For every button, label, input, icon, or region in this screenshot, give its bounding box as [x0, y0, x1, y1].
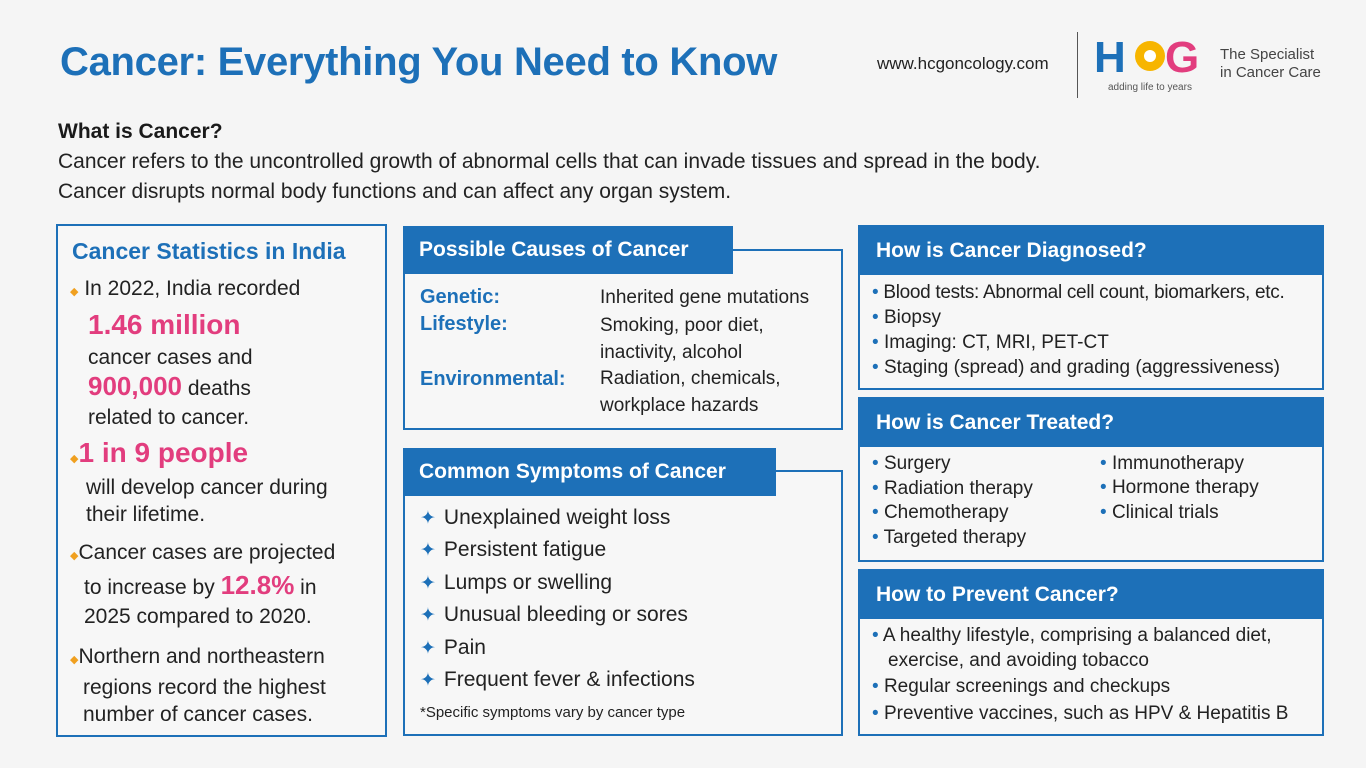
diagnosed-item	[872, 305, 941, 330]
environmental-value	[600, 365, 781, 419]
prevent-item	[872, 674, 1170, 699]
diagnosed-text: Staging (spread) and grading (aggressiveness)	[883, 357, 1280, 378]
sparkle-icon: ✦	[420, 605, 436, 626]
treated-item	[872, 476, 1033, 501]
diagnosed-text: Imaging: CT, MRI, PET-CT	[883, 332, 1109, 353]
stat-2	[70, 438, 328, 528]
stat-2-text-b: their lifetime.	[86, 503, 206, 526]
logo-g: G	[1165, 33, 1200, 82]
diagnosed-text: Biopsy	[883, 307, 941, 328]
stat-4-text-b: regions record the highest	[83, 676, 326, 699]
stat-4	[70, 643, 326, 728]
symptoms-note: *Specific symptoms vary by cancer type	[420, 704, 686, 721]
bullet-dot: •	[872, 502, 879, 523]
symptom-item	[420, 636, 486, 660]
symptom-text: Frequent fever & infections	[443, 668, 695, 691]
bullet-dot: •	[1100, 477, 1107, 498]
stat-3	[70, 538, 335, 631]
statistics-title: Cancer Statistics in India	[72, 238, 346, 264]
bullet-dot: •	[872, 676, 879, 697]
symptoms-title: Common Symptoms of Cancer	[403, 448, 776, 496]
symptom-text: Persistent fatigue	[443, 538, 607, 561]
symptom-text: Unexplained weight loss	[443, 506, 671, 529]
website-link[interactable]: www.hcgoncology.com	[877, 54, 1049, 73]
treated-item	[872, 500, 1009, 525]
lifestyle-value	[600, 312, 764, 366]
stat-2-highlight: 1 in 9 people	[78, 437, 249, 468]
stat-1-text-b: cancer cases and	[88, 346, 253, 369]
prevent-item	[872, 701, 1288, 726]
diagnosed-text: Blood tests: Abnormal cell count, biomarkers, etc.	[883, 282, 1285, 303]
treated-text: Immunotherapy	[1111, 453, 1244, 474]
treated-item	[872, 451, 950, 476]
bullet-dot: •	[872, 453, 879, 474]
symptom-text: Lumps or swelling	[443, 571, 612, 594]
genetic-label: Genetic:	[420, 286, 501, 308]
genetic-value: Inherited gene mutations	[600, 287, 810, 308]
stat-3-percent: 12.8%	[220, 570, 295, 600]
stat-3-text-c: in	[300, 576, 317, 599]
prevent-item	[872, 623, 1272, 648]
prevent-text: Preventive vaccines, such as HPV & Hepatitis B	[883, 703, 1289, 724]
environmental-value-1: Radiation, chemicals,	[600, 368, 781, 389]
environmental-label: Environmental:	[420, 368, 566, 390]
stat-1-deaths: 900,000	[88, 371, 182, 401]
stat-4-text-c: number of cancer cases.	[83, 703, 313, 726]
page-title: Cancer: Everything You Need to Know	[60, 40, 778, 84]
stat-1-cases: 1.46 million	[88, 309, 241, 340]
symptom-item	[420, 506, 670, 530]
prevent-text: Regular screenings and checkups	[883, 676, 1171, 697]
treated-text: Surgery	[883, 453, 951, 474]
bullet-dot: •	[1100, 502, 1107, 523]
header-divider	[1077, 32, 1078, 98]
stat-3-text-d: 2025 compared to 2020.	[84, 605, 312, 628]
stat-1-text-c: deaths	[187, 377, 251, 400]
diagnosed-item	[872, 330, 1109, 355]
lifestyle-value-2: inactivity, alcohol	[600, 342, 743, 363]
bullet-dot: •	[872, 357, 879, 378]
lifestyle-value-1: Smoking, poor diet,	[600, 315, 764, 336]
stat-3-text-b: to increase by	[84, 576, 215, 599]
treated-text: Chemotherapy	[883, 502, 1009, 523]
diamond-bullet-icon: ◆	[70, 654, 79, 666]
symptom-text: Pain	[443, 636, 486, 659]
prevent-text: A healthy lifestyle, comprising a balanced diet,	[882, 625, 1272, 646]
stat-1	[70, 274, 300, 432]
intro-line-1: Cancer refers to the uncontrolled growth of abnormal cells that can invade tissues and spread in the body.	[58, 150, 1041, 173]
bullet-dot: •	[1100, 453, 1107, 474]
stat-4-text-a: Northern and northeastern	[78, 645, 325, 668]
intro-text	[58, 147, 1318, 207]
bullet-dot: •	[872, 478, 879, 499]
sparkle-icon: ✦	[420, 540, 436, 561]
causes-title: Possible Causes of Cancer	[403, 226, 733, 274]
diamond-bullet-icon: ◆	[70, 453, 79, 465]
bullet-dot: •	[872, 527, 879, 548]
sparkle-icon: ✦	[420, 670, 436, 691]
diagnosed-title: How is Cancer Diagnosed?	[860, 227, 1322, 275]
sparkle-icon: ✦	[420, 638, 436, 659]
bullet-dot: •	[872, 332, 879, 353]
diamond-bullet-icon: ◆	[70, 286, 79, 298]
logo-h: H	[1094, 33, 1126, 82]
intro-line-2: Cancer disrupts normal body functions and can affect any organ system.	[58, 180, 732, 203]
bullet-dot: •	[872, 703, 879, 724]
stat-2-text-a: will develop cancer during	[86, 476, 328, 499]
sparkle-icon: ✦	[420, 573, 436, 594]
stat-1-text-d: related to cancer.	[88, 406, 250, 429]
stat-1-text: In 2022, India recorded	[84, 277, 301, 300]
bullet-dot: •	[872, 282, 879, 303]
treated-text: Hormone therapy	[1111, 477, 1259, 498]
treated-text: Targeted therapy	[883, 527, 1027, 548]
stat-3-text-a: Cancer cases are projected	[78, 541, 336, 564]
symptom-text: Unusual bleeding or sores	[443, 603, 688, 626]
treated-item	[1100, 451, 1244, 476]
treated-item	[1100, 500, 1219, 525]
treated-title: How is Cancer Treated?	[860, 399, 1322, 447]
treated-text: Clinical trials	[1111, 502, 1219, 523]
treated-text: Radiation therapy	[883, 478, 1033, 499]
brand-tagline	[1220, 46, 1350, 82]
environmental-value-2: workplace hazards	[600, 395, 759, 416]
lifestyle-label: Lifestyle:	[420, 313, 508, 335]
intro-heading: What is Cancer?	[58, 120, 223, 143]
diamond-bullet-icon: ◆	[70, 550, 79, 562]
prevent-item-cont: exercise, and avoiding tobacco	[888, 650, 1149, 671]
symptom-item	[420, 668, 695, 692]
logo-sun-center	[1144, 50, 1156, 62]
treated-item	[872, 525, 1026, 550]
diagnosed-item	[872, 280, 1284, 305]
treated-item	[1100, 475, 1259, 500]
prevent-title: How to Prevent Cancer?	[860, 571, 1322, 619]
tagline-line1: The Specialist	[1220, 46, 1315, 63]
diagnosed-item	[872, 355, 1280, 380]
bullet-dot: •	[872, 625, 879, 646]
sparkle-icon: ✦	[420, 508, 436, 529]
tagline-line2: in Cancer Care	[1220, 64, 1321, 81]
symptom-item	[420, 603, 688, 627]
bullet-dot: •	[872, 307, 879, 328]
symptom-item	[420, 538, 606, 562]
logo-tagline: adding life to years	[1108, 82, 1192, 93]
symptom-item	[420, 571, 612, 595]
